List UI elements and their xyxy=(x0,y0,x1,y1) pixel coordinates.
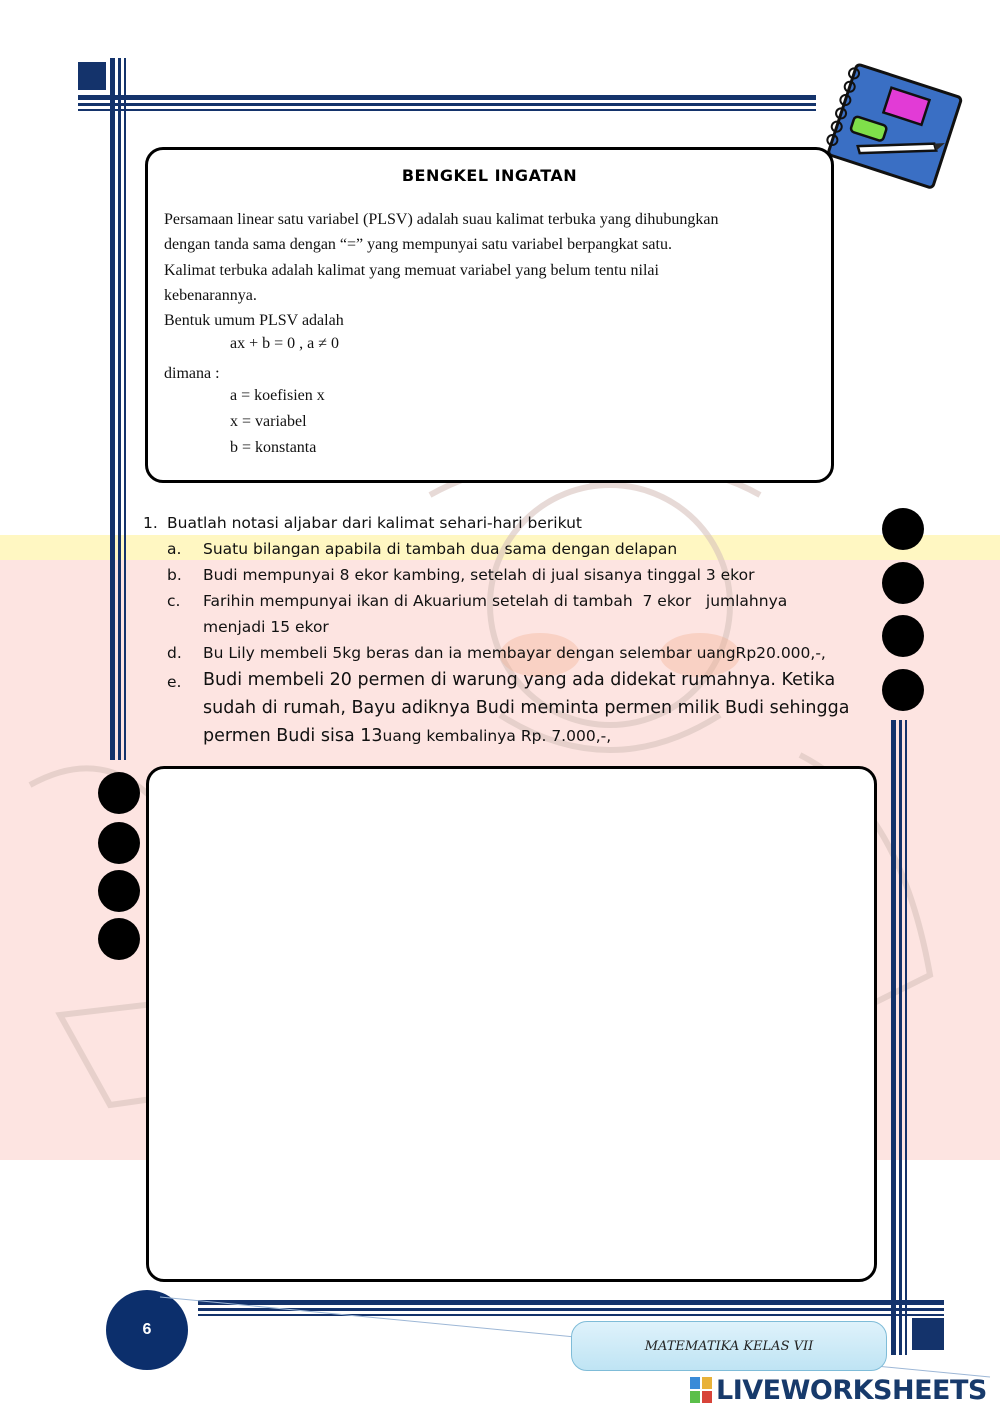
definition-b: b = konstanta xyxy=(230,439,317,456)
item-e-line-2: sudah di rumah, Bayu adiknya Budi meminta permen milik Budi sehingga xyxy=(203,698,850,718)
item-c-letter: c. xyxy=(167,592,181,610)
frame-top-bar-1 xyxy=(78,95,816,100)
where-label: dimana : xyxy=(164,365,220,382)
liveworksheets-logo-icon xyxy=(690,1377,712,1403)
general-form-label: Bentuk umum PLSV adalah xyxy=(164,312,344,329)
binder-dot xyxy=(98,870,140,912)
item-c-line-2: menjadi 15 ekor xyxy=(203,618,329,636)
general-form-formula: ax + b = 0 , a ≠ 0 xyxy=(230,335,340,352)
definition-x: x = variabel xyxy=(230,413,307,430)
frame-left-bar-3 xyxy=(124,58,126,760)
item-c-line-1: Farihin mempunyai ikan di Akuarium setelah di tambah 7 ekor jumlahnya xyxy=(203,592,788,610)
exercise-instruction: Buatlah notasi aljabar dari kalimat sehari-hari berikut xyxy=(167,514,582,532)
binder-dot xyxy=(98,918,140,960)
frame-corner-square xyxy=(78,62,106,90)
frame-right-bar-3 xyxy=(905,720,907,1355)
item-e-line-1: Budi membeli 20 permen di warung yang ada didekat rumahnya. Ketika xyxy=(203,670,836,690)
binder-dot xyxy=(882,669,924,711)
frame-right-bar-1 xyxy=(891,720,896,1355)
subject-label: MATEMATIKA KELAS VII xyxy=(571,1321,887,1371)
definition-a: a = koefisien x xyxy=(230,387,325,404)
liveworksheets-brand-text: LIVEWORKSHEETS xyxy=(716,1374,987,1406)
item-a-text: Suatu bilangan apabila di tambah dua sama dengan delapan xyxy=(203,540,678,558)
binder-dot xyxy=(98,772,140,814)
answer-box xyxy=(146,766,877,1282)
remember-box xyxy=(145,147,834,483)
item-b-letter: b. xyxy=(167,566,182,584)
notebook-icon xyxy=(818,60,968,190)
definition-line-2: dengan tanda sama dengan “=” yang mempunyai satu variabel berpangkat satu. xyxy=(164,236,672,253)
frame-right-bar-2 xyxy=(899,720,902,1355)
exercise-number: 1. xyxy=(143,514,158,532)
binder-dot xyxy=(98,822,140,864)
remember-title: BENGKEL INGATAN xyxy=(401,166,578,185)
frame-left-bar-1 xyxy=(110,58,115,760)
definition-line-3: Kalimat terbuka adalah kalimat yang memuat variabel yang belum tentu nilai xyxy=(164,262,659,279)
frame-top-bar-3 xyxy=(78,109,816,111)
item-a-letter: a. xyxy=(167,540,182,558)
item-e-line-3-start: permen Budi sisa 13 xyxy=(203,726,383,746)
frame-left-bar-2 xyxy=(118,58,121,760)
item-e-line-3 xyxy=(203,726,611,746)
answer-input[interactable] xyxy=(169,789,858,1263)
page-number: 6 xyxy=(106,1290,188,1370)
binder-dot xyxy=(882,562,924,604)
binder-dot xyxy=(882,615,924,657)
item-d-letter: d. xyxy=(167,644,182,662)
definition-line-4: kebenarannya. xyxy=(164,287,257,304)
item-b-text: Budi mempunyai 8 ekor kambing, setelah di jual sisanya tinggal 3 ekor xyxy=(203,566,755,584)
definition-line-1: Persamaan linear satu variabel (PLSV) adalah suau kalimat terbuka yang dihubungkan xyxy=(164,211,719,228)
frame-top-bar-2 xyxy=(78,103,816,106)
item-e-letter: e. xyxy=(167,673,182,691)
item-d-text: Bu Lily membeli 5kg beras dan ia membayar dengan selembar uangRp20.000,-, xyxy=(203,644,826,662)
liveworksheets-logo[interactable] xyxy=(690,1370,995,1410)
binder-dot xyxy=(882,508,924,550)
item-e-line-3-end: uang kembalinya Rp. 7.000,-, xyxy=(382,727,612,745)
